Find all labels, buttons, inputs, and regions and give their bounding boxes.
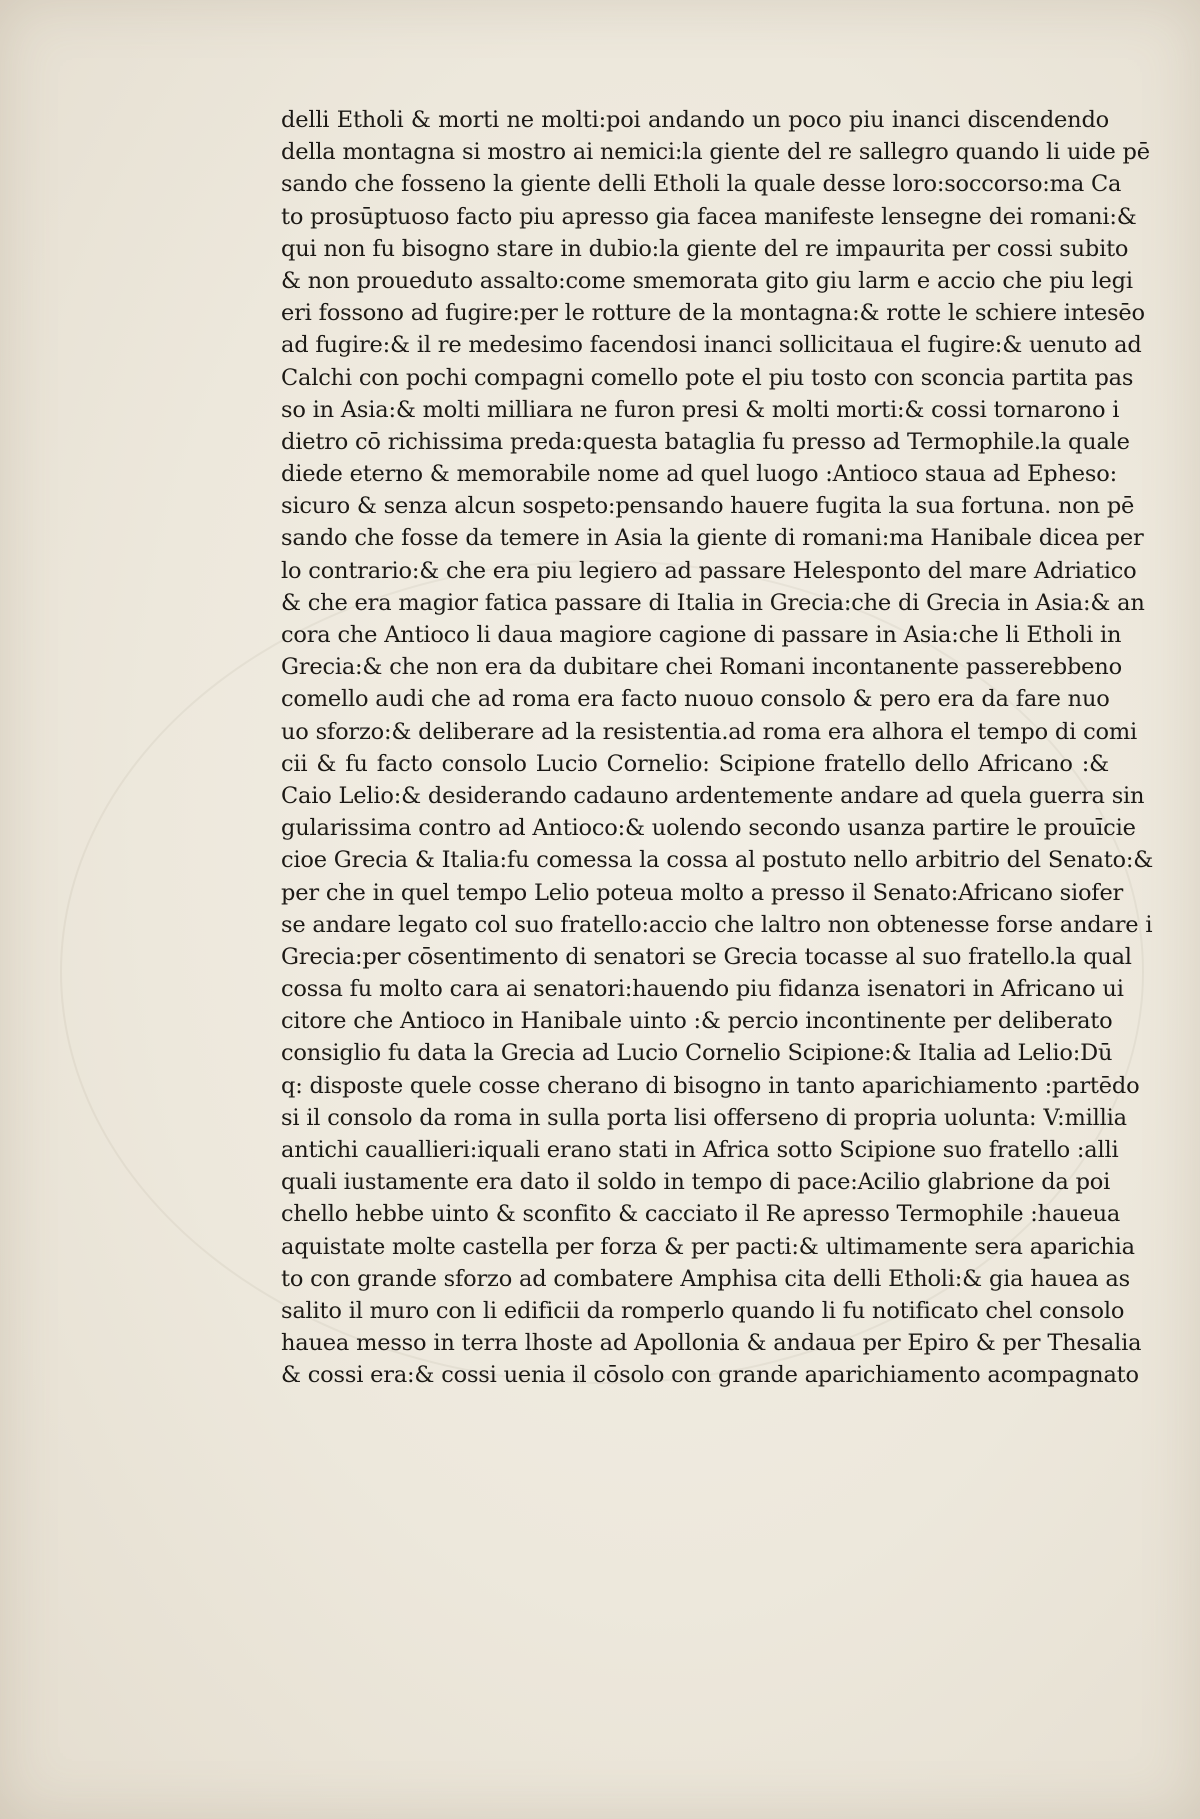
text-line: & che era magior fatica passare di Italia in Grecia:che di Grecia in Asia:& an <box>281 589 1145 616</box>
text-line: cossa fu molto cara ai senatori:hauendo piu fidanza isenatori in Africano ui <box>281 976 1124 1003</box>
text-line: consiglio fu data la Grecia ad Lucio Cornelio Scipione:& Italia ad Lelio:Dū <box>281 1040 1113 1067</box>
text-line: eri fossono ad fugire:per le rotture de la montagna:& rotte le schiere intesēo <box>281 300 1145 327</box>
text-line: della montagna si mostro ai nemici:la giente del re sallegro quando li uide pē <box>281 139 1150 166</box>
text-line: citore che Antioco in Hanibale uinto :& percio incontinente per deliberato <box>281 1008 1113 1035</box>
text-line: aquistate molte castella per forza & per pacti:& ultimamente sera aparichia <box>281 1233 1135 1260</box>
text-line: Caio Lelio:& desiderando cadauno ardentemente andare ad quela guerra sin <box>281 782 1145 809</box>
text-line: chello hebbe uinto & sconfito & cacciato il Re apresso Termophile :haueua <box>281 1201 1121 1228</box>
text-line: to con grande sforzo ad combatere Amphisa cita delli Etholi:& gia hauea as <box>281 1265 1130 1292</box>
text-line: Grecia:& che non era da dubitare chei Romani incontanente passerebbeno <box>281 654 1122 681</box>
text-line: quali iustamente era dato il soldo in tempo di pace:Acilio glabrione da poi <box>281 1169 1111 1196</box>
text-line: per che in quel tempo Lelio poteua molto a presso il Senato:Africano siofer <box>281 879 1124 906</box>
text-line: hauea messo in terra lhoste ad Apollonia & andaua per Epiro & per Thesalia <box>281 1330 1142 1357</box>
text-line: Grecia:per cōsentimento di senatori se Grecia tocasse al suo fratello.la qual <box>281 943 1132 970</box>
text-line: Calchi con pochi compagni comello pote el piu tosto con sconcia partita pas <box>281 364 1134 391</box>
text-line: lo contrario:& che era piu legiero ad passare Helesponto del mare Adriatico <box>281 557 1137 584</box>
text-line: qui non fu bisogno stare in dubio:la giente del re impaurita per cossi subito <box>281 235 1129 262</box>
text-line: dietro cō richissima preda:questa bataglia fu presso ad Termophile.la quale <box>281 428 1130 455</box>
text-block <box>281 104 1154 1392</box>
text-line: to prosūptuoso facto piu apresso gia facea manifeste lensegne dei romani:& <box>281 203 1137 230</box>
text-line: sando che fosse da temere in Asia la giente di romani:ma Hanibale dicea per <box>281 525 1144 552</box>
text-line: salito il muro con li edificii da romperlo quando li fu notificato chel consolo <box>281 1297 1125 1324</box>
text-line: so in Asia:& molti milliara ne furon presi & molti morti:& cossi tornarono i <box>281 396 1120 423</box>
text-line: delli Etholi & morti ne molti:poi andando un poco piu inanci discendendo <box>281 107 1109 133</box>
text-line: sando che fosseno la giente delli Etholi la quale desse loro:soccorso:ma Ca <box>281 171 1122 198</box>
text-line: cora che Antioco li daua magiore cagione di passare in Asia:che li Etholi in <box>281 622 1122 648</box>
text-line: & cossi era:& cossi uenia il cōsolo con grande aparichiamento acompagnato <box>281 1362 1139 1389</box>
text-line: diede eterno & memorabile nome ad quel luogo :Antioco staua ad Epheso: <box>281 461 1117 488</box>
text-line: ad fugire:& il re medesimo facendosi inanci sollicitaua el fugire:& uenuto ad <box>281 332 1142 359</box>
text-line: q: disposte quele cosse cherano di bisogno in tanto aparichiamento :partēdo <box>281 1072 1140 1099</box>
text-line: si il consolo da roma in sulla porta lisi offerseno di propria uolunta: V:millia <box>281 1104 1127 1131</box>
text-line: uo sforzo:& deliberare ad la resistentia.ad roma era alhora el tempo di comi <box>281 718 1137 745</box>
text-line: sicuro & senza alcun sospeto:pensando hauere fugita la sua fortuna. non pē <box>281 493 1135 520</box>
text-line: gularissima contro ad Antioco:& uolendo secondo usanza partire le prouīcie <box>281 815 1136 842</box>
text-line: cii & fu facto consolo Lucio Cornelio: Scipione fratello dello Africano :& <box>281 750 1109 777</box>
text-line: se andare legato col suo fratello:accio che laltro non obtenesse forse andare i <box>281 911 1153 938</box>
text-line: & non proueduto assalto:come smemorata gito giu larm e accio che piu legi <box>281 267 1133 294</box>
text-line: antichi cauallieri:iquali erano stati in Africa sotto Scipione suo fratello :alli <box>281 1137 1119 1163</box>
text-line: comello audi che ad roma era facto nuouo consolo & pero era da fare nuo <box>281 686 1110 713</box>
text-line: cioe Grecia & Italia:fu comessa la cossa al postuto nello arbitrio del Senato:& <box>281 847 1154 874</box>
